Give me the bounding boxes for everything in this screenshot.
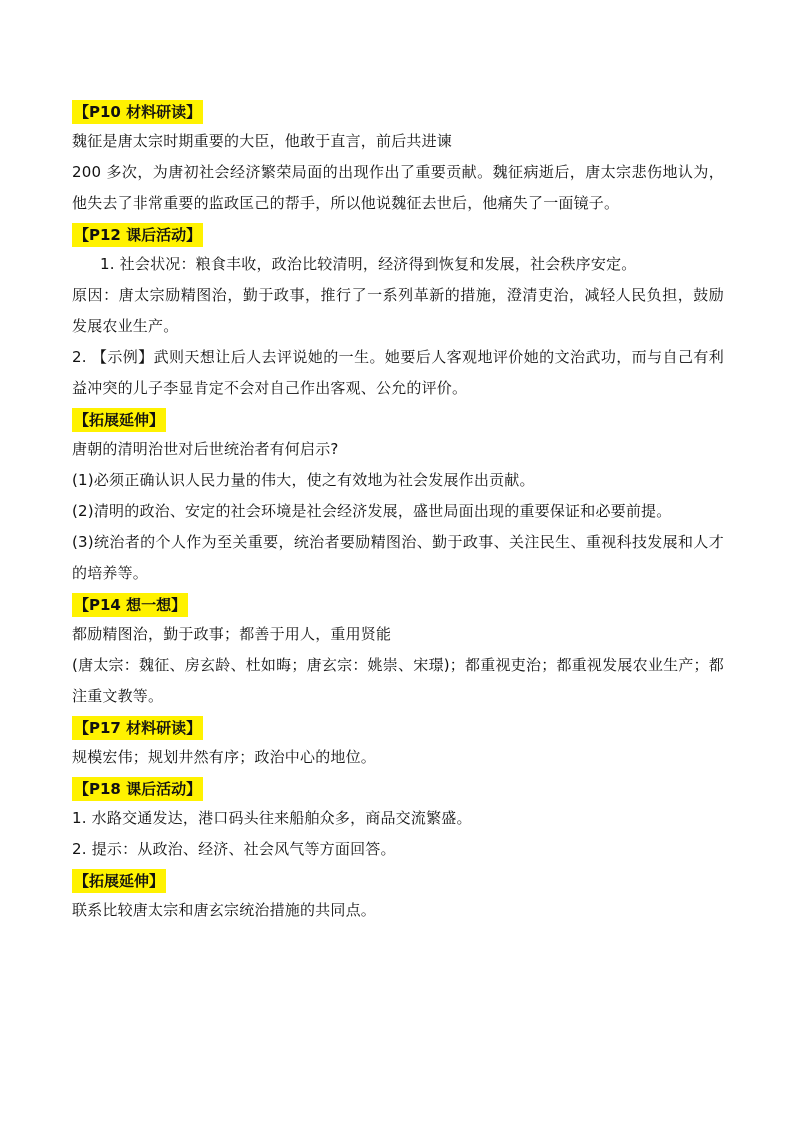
paragraph: 唐朝的清明治世对后世统治者有何启示? bbox=[72, 440, 339, 458]
list-item: (1)必须正确认识人民力量的伟大，使之有效地为社会发展作出贡献。 bbox=[72, 471, 535, 489]
section-p12-after-class-activity bbox=[72, 219, 724, 404]
section-heading: 【P14 想一想】 bbox=[72, 593, 188, 617]
section-heading: 【P17 材料研读】 bbox=[72, 716, 203, 740]
document-page bbox=[72, 96, 724, 926]
paragraph: 规模宏伟；规划井然有序；政治中心的地位。 bbox=[72, 748, 377, 766]
section-heading: 【P18 课后活动】 bbox=[72, 777, 203, 801]
list-item: 1. 水路交通发达，港口码头往来船舶众多，商品交流繁盛。 bbox=[72, 809, 472, 827]
section-p10-material-reading bbox=[72, 96, 724, 219]
section-heading: 【P10 材料研读】 bbox=[72, 100, 203, 124]
paragraph: 原因：唐太宗励精图治，勤于政事，推行了一系列革新的措施，澄清吏治，减轻人民负担，鼓励发展农业生产。 bbox=[72, 286, 724, 335]
section-heading: 【P12 课后活动】 bbox=[72, 223, 203, 247]
list-item: (2)清明的政治、安定的社会环境是社会经济发展，盛世局面出现的重要保证和必要前提。 bbox=[72, 502, 672, 520]
section-heading: 【拓展延伸】 bbox=[72, 408, 166, 432]
paragraph: 200 多次，为唐初社会经济繁荣局面的出现作出了重要贡献。魏征病逝后，唐太宗悲伤地认为，他失去了非常重要的监政匡己的帮手，所以他说魏征去世后，他痛失了一面镜子。 bbox=[72, 163, 724, 212]
section-p18-after-class-activity bbox=[72, 773, 724, 865]
list-item: (3)统治者的个人作为至关重要，统治者要励精图治、勤于政事、关注民生、重视科技发展和人才的培养等。 bbox=[72, 533, 724, 582]
section-extension bbox=[72, 404, 724, 589]
section-heading: 【拓展延伸】 bbox=[72, 869, 166, 893]
paragraph: 2. 【示例】武则天想让后人去评说她的一生。她要后人客观地评价她的文治武功，而与自己有利益冲突的儿子李显肯定不会对自己作出客观、公允的评价。 bbox=[72, 348, 724, 397]
section-extension-2 bbox=[72, 865, 724, 926]
list-item: 2. 提示：从政治、经济、社会风气等方面回答。 bbox=[72, 840, 396, 858]
section-p14-think bbox=[72, 589, 724, 712]
paragraph: 1. 社会状况：粮食丰收，政治比较清明，经济得到恢复和发展，社会秩序安定。 bbox=[100, 255, 637, 273]
paragraph: 联系比较唐太宗和唐玄宗统治措施的共同点。 bbox=[72, 901, 377, 919]
paragraph: 都励精图治，勤于政事；都善于用人，重用贤能 bbox=[72, 625, 392, 643]
paragraph: (唐太宗：魏征、房玄龄、杜如晦；唐玄宗：姚崇、宋璟)；都重视吏治；都重视发展农业生产；都注重文教等。 bbox=[72, 656, 724, 705]
section-p17-material-reading bbox=[72, 712, 724, 773]
paragraph: 魏征是唐太宗时期重要的大臣，他敢于直言，前后共进谏 bbox=[72, 132, 453, 150]
